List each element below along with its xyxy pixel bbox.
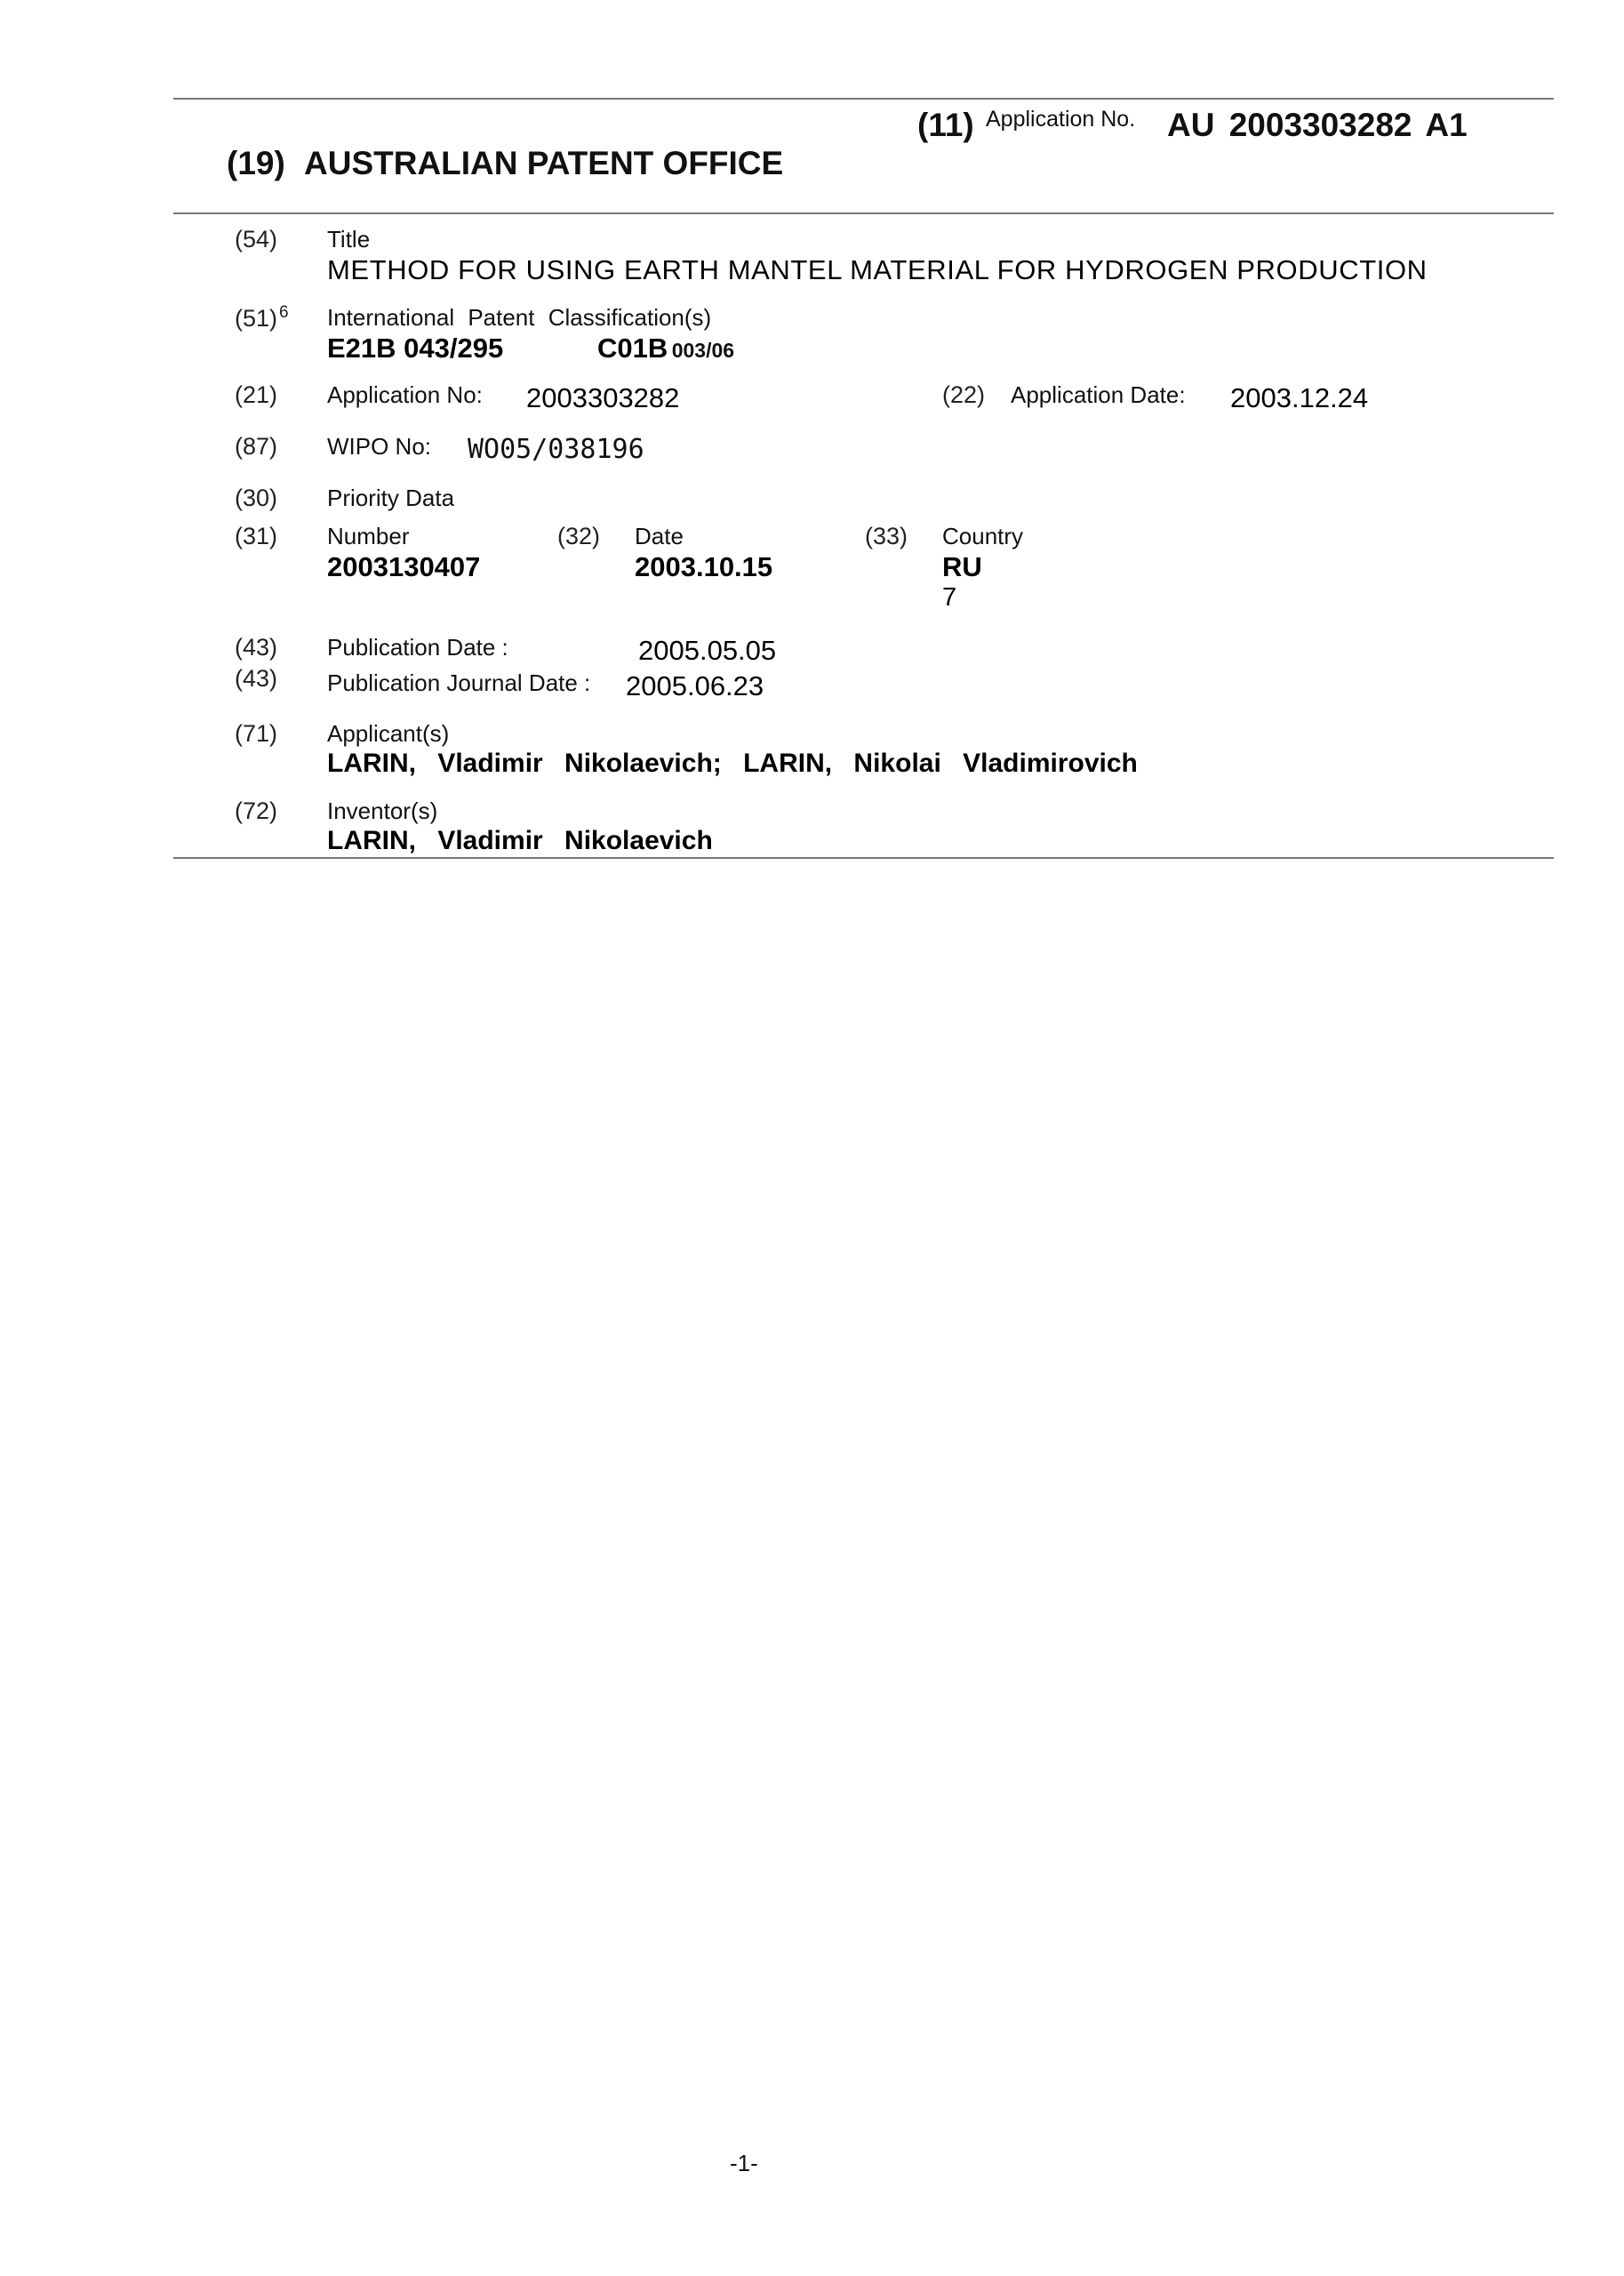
applicants-label: Applicant(s) [327, 720, 450, 747]
classification-value-2 [597, 333, 734, 365]
wipo-label: WIPO No: [327, 433, 432, 460]
classification-code-text: (51) [235, 305, 278, 332]
title-label: Title [327, 226, 371, 252]
priority-number-value: 2003130407 [327, 551, 481, 582]
priority-code: (30) [235, 485, 278, 511]
application-number-header-label: Application No. [986, 107, 1136, 132]
publication-journal-date-value: 2005.06.23 [626, 670, 764, 701]
title-code: (54) [235, 226, 278, 252]
page-number: -1- [730, 2150, 758, 2176]
priority-date-label: Date [635, 523, 684, 549]
applicants-value: LARIN, Vladimir Nikolaevich; LARIN, Nikolai Vladimirovich [327, 749, 1138, 778]
bottom-rule [173, 857, 1554, 859]
application-number-header-value: AU 2003303282 A1 [1167, 107, 1468, 143]
priority-country-label: Country [942, 523, 1024, 549]
code-11: (11) [917, 107, 974, 143]
code-19: (19) [227, 145, 285, 181]
publication-journal-date-label: Publication Journal Date : [327, 669, 591, 696]
priority-date-code: (32) [557, 523, 601, 549]
publication-date-label: Publication Date : [327, 634, 508, 661]
title-value: METHOD FOR USING EARTH MANTEL MATERIAL FOR HYDROGEN PRODUCTION [327, 254, 1428, 285]
priority-country-value: RU [942, 551, 982, 582]
wipo-value: WO05/038196 [468, 434, 644, 465]
application-label: Application No: [327, 381, 483, 408]
priority-number-label: Number [327, 523, 410, 549]
priority-date-value: 2003.10.15 [635, 551, 773, 582]
inventors-label: Inventor(s) [327, 797, 438, 824]
wipo-code: (87) [235, 433, 278, 460]
classification-value-2-sub: 003/06 [671, 339, 735, 362]
publication-date-value: 2005.05.05 [638, 635, 777, 666]
priority-country-extra: 7 [942, 583, 957, 612]
application-date-value: 2003.12.24 [1230, 382, 1369, 413]
top-rule [173, 98, 1554, 100]
inventors-code: (72) [235, 797, 278, 824]
classification-value-1: E21B 043/295 [327, 333, 504, 364]
classification-value-2-main: C01B [597, 333, 668, 364]
application-value: 2003303282 [526, 382, 680, 413]
inventors-value: LARIN, Vladimir Nikolaevich [327, 826, 713, 855]
publication-journal-date-code: (43) [235, 665, 278, 692]
classification-code [235, 303, 289, 333]
application-code: (21) [235, 381, 278, 408]
priority-country-code: (33) [865, 523, 908, 549]
priority-number-code: (31) [235, 523, 278, 549]
application-date-code: (22) [942, 381, 986, 408]
classification-label: International Patent Classification(s) [327, 304, 712, 331]
application-date-label: Application Date: [1011, 381, 1186, 408]
applicants-code: (71) [235, 720, 278, 747]
header-rule [173, 212, 1554, 214]
classification-edition: 6 [279, 303, 289, 322]
publication-date-code: (43) [235, 634, 278, 661]
priority-label: Priority Data [327, 485, 455, 511]
office-name: AUSTRALIAN PATENT OFFICE [304, 145, 784, 181]
